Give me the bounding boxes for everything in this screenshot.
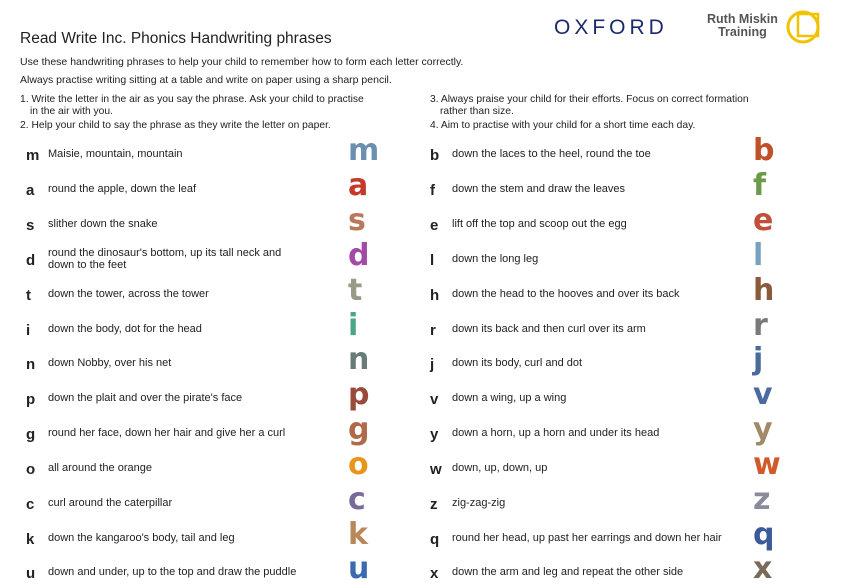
phrase-q: round her head, up past her earrings and down her hair bbox=[452, 532, 722, 544]
picture-letter-e: e bbox=[753, 203, 774, 238]
logo-line2: Training bbox=[718, 25, 767, 39]
letter-q: q bbox=[430, 531, 440, 548]
letter-h: h bbox=[430, 287, 440, 304]
letter-u: u bbox=[26, 565, 36, 582]
phrase-y: down a horn, up a horn and under its head bbox=[452, 427, 660, 439]
picture-letter-r: r bbox=[753, 308, 768, 343]
letter-z: z bbox=[430, 496, 438, 513]
letter-e: e bbox=[430, 217, 439, 234]
letter-j: j bbox=[430, 356, 435, 373]
picture-letter-w: w bbox=[753, 447, 781, 482]
phrase-t: down the tower, across the tower bbox=[48, 288, 209, 300]
phrase-p: down the plait and over the pirate's face bbox=[48, 392, 243, 404]
letter-m: m bbox=[26, 147, 40, 164]
phrase-k: down the kangaroo's body, tail and leg bbox=[48, 532, 235, 544]
page-title: Read Write Inc. Phonics Handwriting phrases bbox=[20, 30, 332, 47]
letter-s: s bbox=[26, 217, 35, 234]
picture-letter-x: x bbox=[753, 551, 773, 586]
picture-letter-m: m bbox=[348, 133, 380, 168]
phrase-g: round her face, down her hair and give her a curl bbox=[48, 427, 286, 439]
letter-r: r bbox=[430, 322, 436, 339]
phrase-b: down the laces to the heel, round the toe bbox=[452, 148, 651, 160]
letter-p: p bbox=[26, 391, 36, 408]
picture-letter-h: h bbox=[753, 273, 775, 308]
letter-d: d bbox=[26, 252, 36, 269]
picture-letter-u: u bbox=[348, 551, 370, 586]
picture-letter-t: t bbox=[348, 273, 363, 308]
phrase-c: curl around the caterpillar bbox=[48, 497, 173, 509]
phrase-o: all around the orange bbox=[48, 462, 152, 474]
letter-o: o bbox=[26, 461, 36, 478]
letter-w: w bbox=[430, 461, 442, 478]
letter-i: i bbox=[26, 322, 31, 339]
letter-y: y bbox=[430, 426, 439, 443]
phrase-a: round the apple, down the leaf bbox=[48, 183, 197, 195]
picture-letter-l: l bbox=[753, 238, 764, 273]
picture-letter-g: g bbox=[348, 412, 370, 447]
picture-letter-o: o bbox=[348, 447, 369, 482]
picture-letter-v: v bbox=[753, 377, 773, 412]
ruth-miskin-logo-icon bbox=[784, 6, 828, 48]
picture-letter-f: f bbox=[753, 168, 767, 203]
tip-4: 4. Aim to practise with your child for a short time each day. bbox=[430, 120, 696, 131]
letter-f: f bbox=[430, 182, 435, 199]
picture-letter-a: a bbox=[348, 168, 369, 203]
tip-2: 2. Help your child to say the phrase as they write the letter on paper. bbox=[20, 120, 331, 131]
phrase-w: down, up, down, up bbox=[452, 462, 548, 474]
picture-letter-k: k bbox=[348, 517, 368, 552]
picture-letter-q: q bbox=[753, 517, 775, 552]
letter-v: v bbox=[430, 391, 439, 408]
phrase-e: lift off the top and scoop out the egg bbox=[452, 218, 627, 230]
phrase-u: down and under, up to the top and draw the puddle bbox=[48, 566, 297, 578]
letter-x: x bbox=[430, 565, 439, 582]
picture-letter-y: y bbox=[753, 412, 773, 447]
letter-b: b bbox=[430, 147, 440, 164]
oxford-logo: OXFORD bbox=[554, 16, 668, 39]
phrase-d: round the dinosaur's bottom, up its tall neck and down to the feet bbox=[48, 247, 282, 271]
phrase-n: down Nobby, over his net bbox=[48, 357, 172, 369]
letter-g: g bbox=[26, 426, 36, 443]
picture-letter-s: s bbox=[348, 203, 366, 238]
picture-letter-i: i bbox=[348, 308, 359, 343]
intro-line2: Always practise writing sitting at a table and write on paper using a sharp pencil. bbox=[20, 74, 392, 86]
picture-letter-n: n bbox=[348, 342, 370, 377]
phrase-v: down a wing, up a wing bbox=[452, 392, 567, 404]
letter-k: k bbox=[26, 531, 35, 548]
letter-n: n bbox=[26, 356, 36, 373]
letter-c: c bbox=[26, 496, 35, 513]
phrase-i: down the body, dot for the head bbox=[48, 323, 202, 335]
intro-line1: Use these handwriting phrases to help your child to remember how to form each letter correctly. bbox=[20, 56, 464, 68]
phrase-m: Maisie, mountain, mountain bbox=[48, 148, 183, 160]
phrase-j: down its body, curl and dot bbox=[452, 357, 583, 369]
tip-3: 3. Always praise your child for their efforts. Focus on correct formation rather than size. bbox=[430, 94, 749, 117]
picture-letter-p: p bbox=[348, 377, 370, 412]
picture-letter-c: c bbox=[348, 482, 366, 517]
ruth-miskin-logo-text bbox=[707, 13, 778, 39]
phrase-r: down its back and then curl over its arm bbox=[452, 323, 646, 335]
letter-a: a bbox=[26, 182, 35, 199]
picture-letter-b: b bbox=[753, 133, 775, 168]
tip-1: 1. Write the letter in the air as you say the phrase. Ask your child to practise in the air with you. bbox=[20, 94, 364, 117]
phrase-s: slither down the snake bbox=[48, 218, 158, 230]
picture-letter-d: d bbox=[348, 238, 370, 273]
picture-letter-j: j bbox=[753, 342, 764, 377]
phrase-z: zig-zag-zig bbox=[452, 497, 506, 509]
phrase-h: down the head to the hooves and over its back bbox=[452, 288, 680, 300]
letter-t: t bbox=[26, 287, 31, 304]
phrase-x: down the arm and leg and repeat the other side bbox=[452, 566, 684, 578]
logo-line1: Ruth Miskin bbox=[707, 12, 778, 26]
phrase-l: down the long leg bbox=[452, 253, 539, 265]
picture-letter-z: z bbox=[753, 482, 771, 517]
letter-l: l bbox=[430, 252, 435, 269]
phrase-f: down the stem and draw the leaves bbox=[452, 183, 626, 195]
